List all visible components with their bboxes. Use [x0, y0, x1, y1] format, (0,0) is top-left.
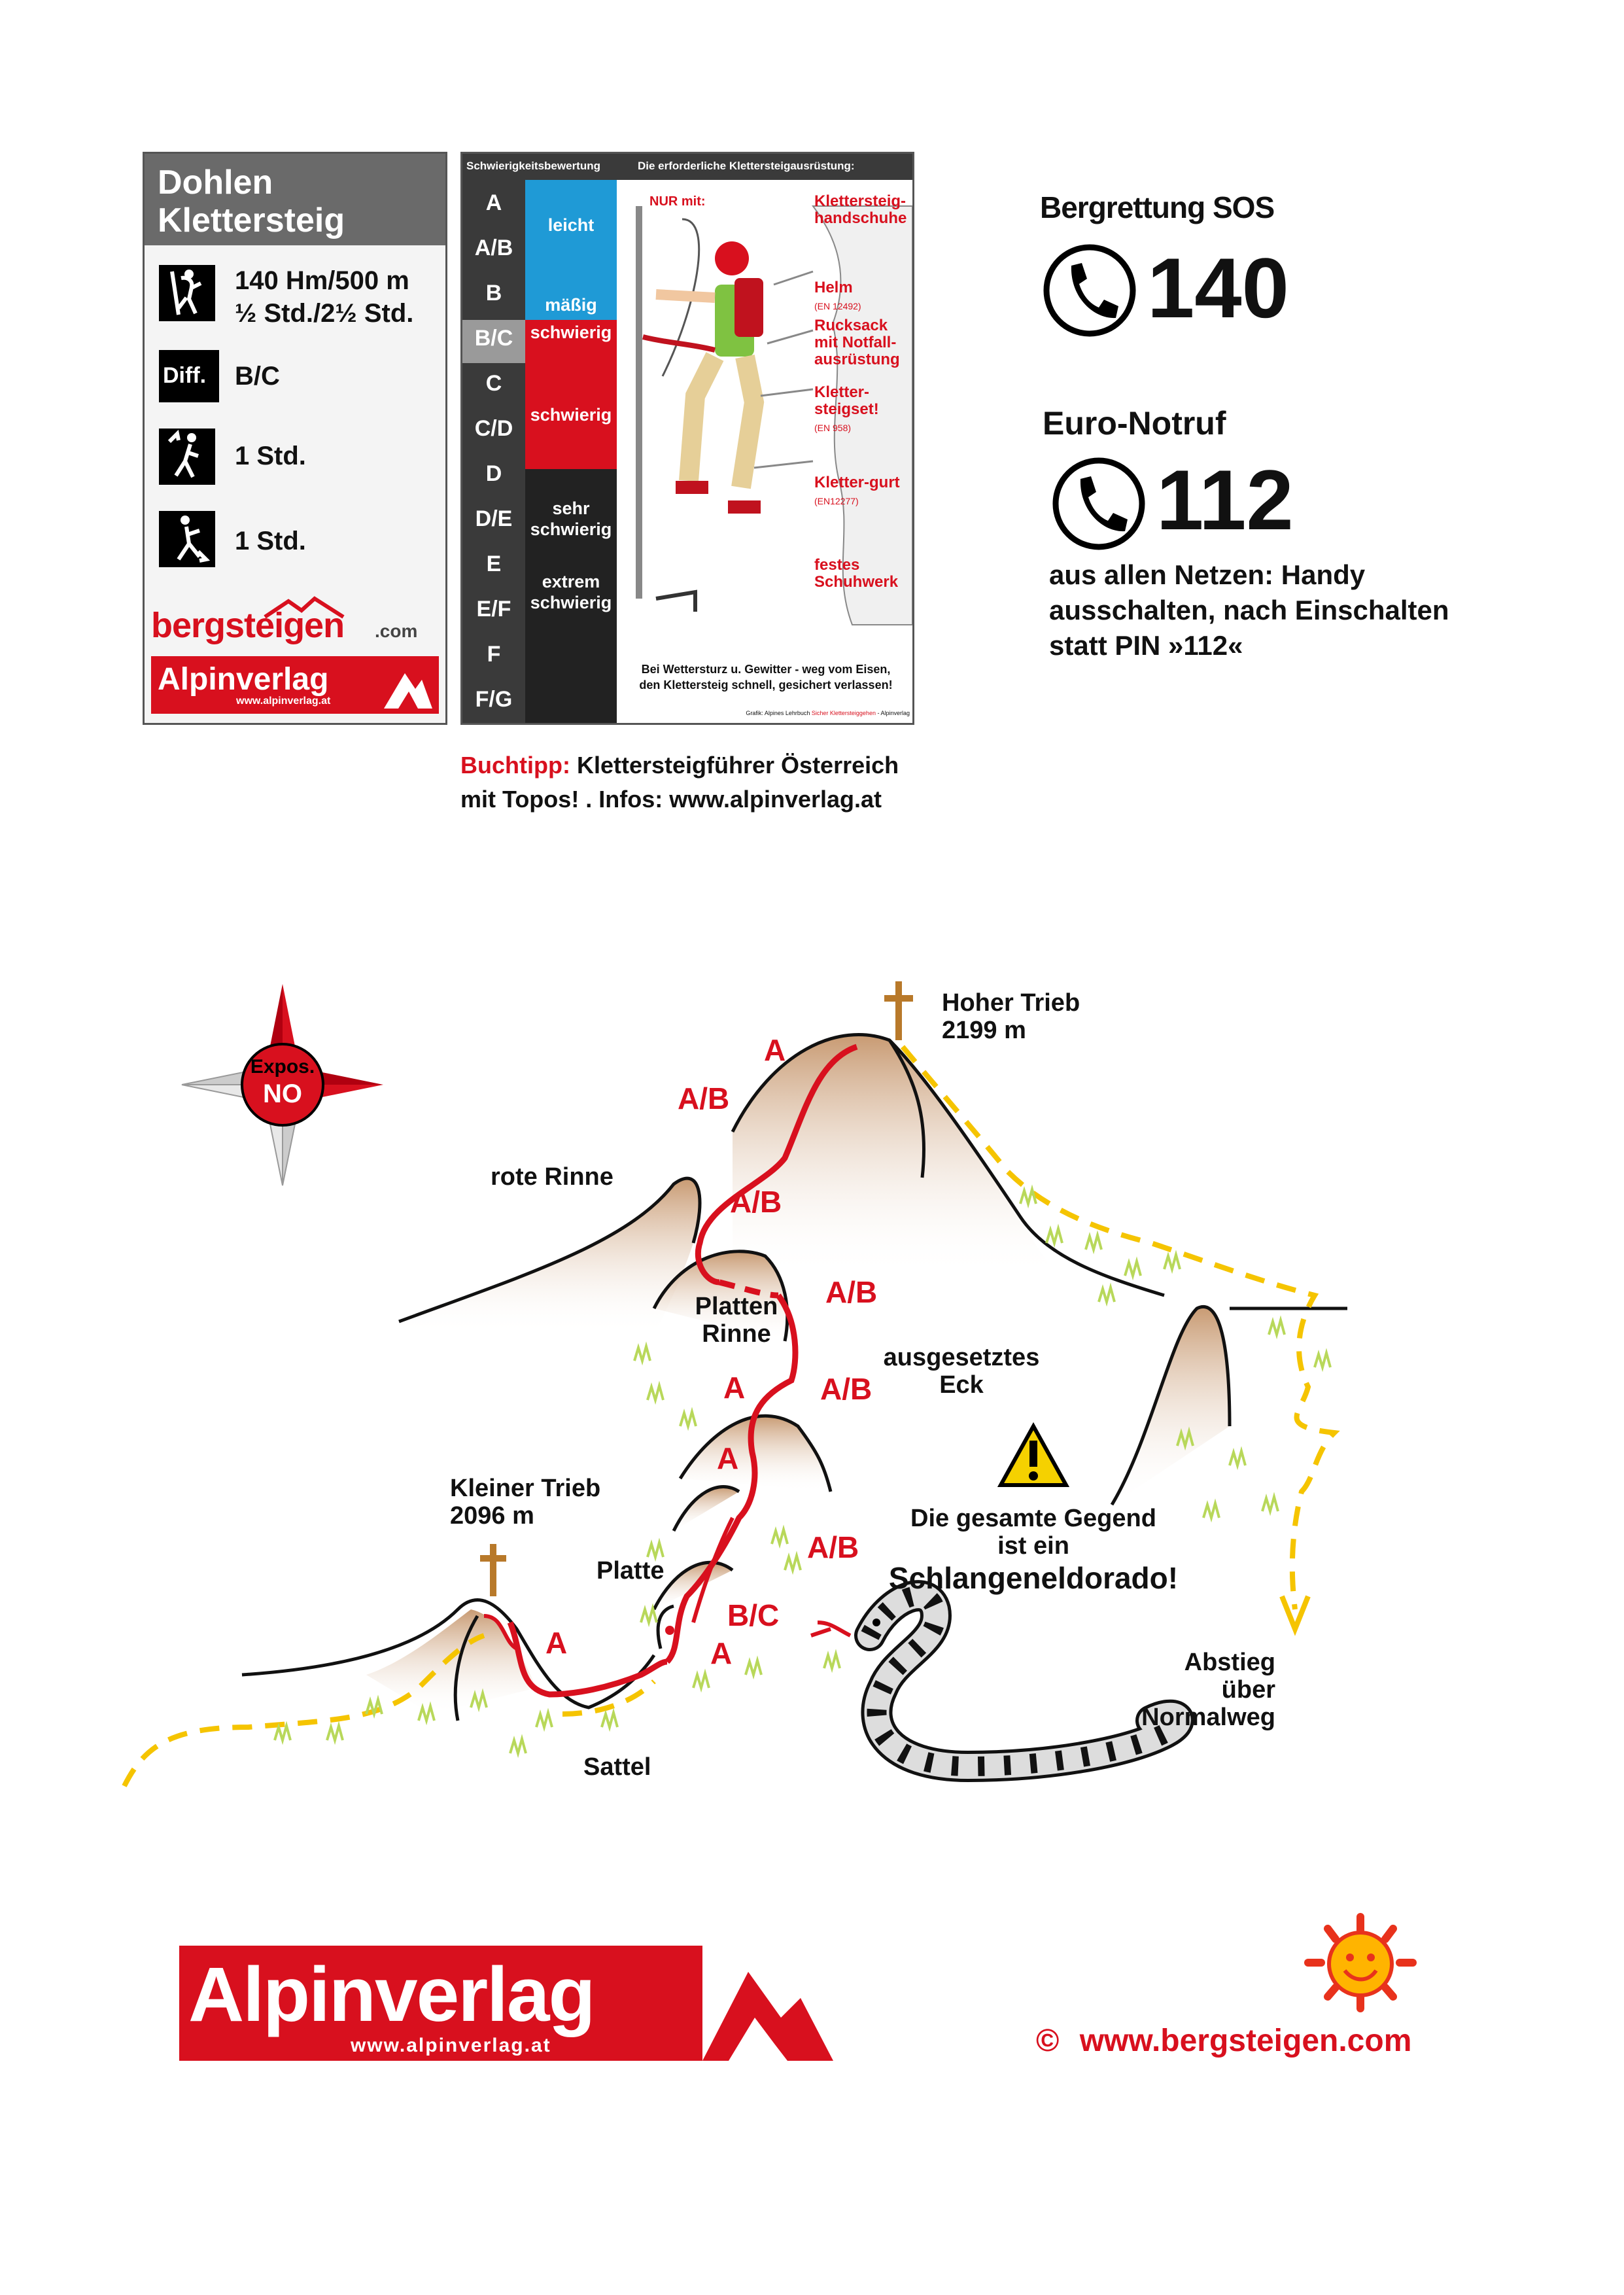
route-grade-label: A/B	[678, 1081, 730, 1115]
route-grade-label: A	[723, 1371, 746, 1405]
grade-label: D	[485, 461, 502, 486]
route-grade-label: A	[545, 1626, 568, 1660]
euro-notruf-label: Euro-Notruf	[1043, 405, 1226, 442]
alpinverlag-logo-large: Alpinverlag www.alpinverlag.at	[179, 1946, 833, 2061]
label-kleiner-trieb: Kleiner Trieb 2096 m	[450, 1475, 601, 1530]
label-platte: Platte	[596, 1557, 665, 1585]
difficulty-equipment-chart	[460, 152, 914, 725]
grade-label: F	[487, 642, 501, 667]
weather-warning: Bei Wettersturz u. Gewitter - weg vom Eisen, den Klettersteig schnell, gesichert verlassen!	[639, 663, 893, 692]
grade-label: C/D	[474, 416, 513, 441]
sos-label: Bergrettung SOS	[1040, 190, 1275, 224]
grade-label: E	[486, 552, 502, 576]
grade-label: B/C	[474, 326, 513, 351]
band-label-extrem-schwierig: extrem schwierig	[530, 572, 612, 612]
compass-direction: NO	[263, 1079, 302, 1108]
gear-backpack: Rucksack mit Notfall-ausrüstung	[814, 317, 900, 368]
band-label-leicht: leicht	[547, 215, 595, 235]
graphic-credit: Grafik: Alpines Lehrbuch Sicher Klettersteiggehen - Alpinverlag	[746, 710, 910, 716]
bergsteigen-logo: bergsteigen .com	[151, 596, 439, 642]
phone-icon-euro	[1050, 455, 1147, 552]
alpinverlag-logo-small: Alpinverlag www.alpinverlag.at	[151, 656, 439, 714]
warning-sign-icon	[1001, 1426, 1066, 1485]
grade-label: E/F	[476, 597, 511, 622]
band-label-schwierig-1: schwierig	[530, 323, 612, 342]
grade-label: A/B	[474, 236, 513, 260]
gear-helmet: Helm (EN 12492)	[814, 279, 861, 311]
route-grade-label: A/B	[730, 1185, 782, 1219]
label-hoher-trieb: Hoher Trieb 2199 m	[942, 989, 1080, 1044]
compass-label: Expos.	[250, 1056, 315, 1077]
band-label-schwierig-2: schwierig	[530, 405, 612, 425]
gear-boots: festes Schuhwerk	[814, 556, 899, 591]
sos-number: 140	[1147, 240, 1289, 336]
label-rote-rinne: rote Rinne	[491, 1163, 613, 1191]
chart-header: Schwierigkeitsbewertung Die erforderliche Klettersteigausrüstung:	[462, 154, 912, 180]
mountain-mark-icon	[381, 660, 434, 710]
phone-icon-sos	[1041, 242, 1138, 339]
gear-gloves: Klettersteig-handschuhe	[814, 192, 907, 227]
difficulty-icon: Diff.	[159, 350, 219, 402]
climber-icon	[159, 265, 215, 321]
grade-label: D/E	[475, 506, 513, 531]
copyright-line: © www.bergsteigen.com	[1036, 2023, 1412, 2058]
route-info-card	[143, 152, 447, 725]
band-label-sehr-schwierig: sehr schwierig	[530, 499, 612, 539]
euro-number: 112	[1156, 452, 1294, 548]
route-grade-label: A	[710, 1636, 733, 1670]
route-grade-label: A/B	[825, 1275, 878, 1309]
route-grade-label: A	[764, 1033, 786, 1067]
snake-note: Die gesamte Gegend ist ein Schlangeneldorado!	[888, 1505, 1179, 1595]
grade-label: B	[485, 281, 502, 306]
emergency-note: aus allen Netzen: Handy ausschalten, nach Einschalten statt PIN »112«	[1049, 559, 1449, 661]
route-grade-label: A	[717, 1441, 739, 1475]
band-label-maessig: mäßig	[545, 295, 597, 315]
route-title-line1: Dohlen	[158, 164, 273, 201]
route-grade-label: B/C	[727, 1598, 780, 1632]
hiking-up-icon	[159, 429, 215, 485]
time-range-text: ½ Std./2½ Std.	[235, 299, 414, 328]
nur-mit-label: NUR mit:	[649, 194, 706, 209]
difficulty-value: B/C	[235, 362, 280, 391]
route-grade-label: A/B	[807, 1530, 859, 1564]
summit-cross-hoher-trieb-icon	[884, 981, 913, 1040]
descent-time: 1 Std.	[235, 527, 306, 555]
grade-label: C	[485, 371, 502, 396]
grade-label: F/G	[475, 687, 513, 712]
label-platten-rinne: Platten Rinne	[695, 1293, 778, 1348]
sun-logo-icon	[1295, 1910, 1426, 2022]
label-sattel: Sattel	[583, 1753, 651, 1781]
ascent-text: 140 Hm/500 m	[235, 266, 409, 295]
gear-via-ferrata-set: Kletter-steigset! (EN 958)	[814, 383, 879, 433]
hiking-down-icon	[159, 511, 215, 567]
book-tip: Buchtipp: Klettersteigführer Österreich mit Topos! . Infos: www.alpinverlag.at	[460, 752, 899, 813]
summit-cross-kleiner-trieb-icon	[480, 1544, 506, 1596]
label-ausgesetztes-eck: ausgesetztes Eck	[883, 1344, 1040, 1399]
grade-label: A	[485, 190, 502, 215]
card-header	[145, 154, 445, 245]
route-title-line2: Klettersteig	[158, 201, 345, 239]
gear-harness: Kletter-gurt (EN12277)	[814, 474, 900, 506]
route-grade-label: A/B	[820, 1372, 872, 1406]
approach-time: 1 Std.	[235, 442, 306, 470]
topo-drawing	[0, 968, 1624, 1832]
descent-note: Abstieg über Normalweg	[1141, 1649, 1275, 1731]
